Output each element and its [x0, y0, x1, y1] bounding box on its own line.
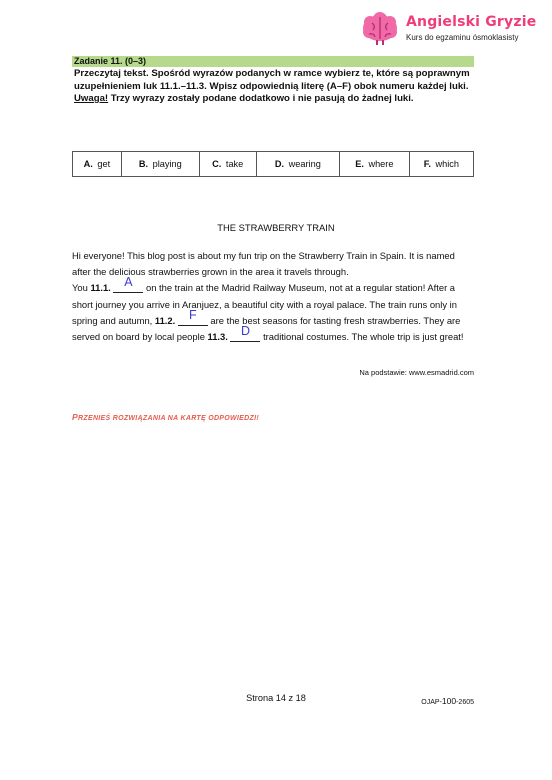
option-letter: E.	[355, 159, 364, 169]
option-letter: D.	[274, 159, 285, 169]
task-instruction	[74, 68, 474, 106]
task-header: Zadanie 11. (0–3)	[72, 56, 474, 67]
transfer-first-letter: P	[72, 412, 79, 422]
transfer-note	[72, 412, 259, 422]
source-note: Na podstawie: www.esmadrid.com	[359, 368, 474, 377]
warning-text: Trzy wyrazy zostały podane dodatkowo i nie pasują do żadnej luki.	[108, 93, 414, 104]
exam-code	[421, 696, 474, 706]
option-word: wearing	[288, 159, 321, 169]
warning-line	[74, 93, 474, 106]
option-d	[256, 152, 339, 177]
gap-label-11-3: 11.3.	[207, 331, 228, 343]
option-letter: C.	[212, 159, 222, 169]
story-fragment: You	[72, 282, 91, 294]
gap-label-11-2: 11.2.	[154, 314, 176, 326]
story-body	[72, 275, 476, 345]
story-fragment: traditional costumes. The whole trip is just great!	[260, 331, 464, 343]
gap-answer-11-3: D	[240, 324, 250, 339]
logo-subtitle: Kurs do egzaminu ósmoklasisty	[406, 33, 519, 42]
gap-label-11-1: 11.1.	[90, 282, 111, 294]
option-letter: A.	[83, 159, 93, 169]
code-part: 100	[441, 696, 457, 706]
brain-icon	[360, 12, 400, 46]
code-part: -2605	[456, 699, 474, 706]
story-text	[72, 248, 476, 345]
option-c	[199, 152, 256, 177]
gap-11-1[interactable]	[113, 275, 143, 293]
story-fragment: on the train at the Madrid Railway Museum, not at a regular station! After a short journey you arrive in Aranjuez, a beautiful city with a royal palace. The train runs only in spring and autumn,	[72, 282, 457, 326]
logo-title: Angielski Gryzie	[406, 14, 537, 30]
option-letter: F.	[423, 159, 431, 169]
option-a	[73, 152, 122, 177]
options-table	[72, 151, 474, 177]
story-intro: Hi everyone! This blog post is about my fun trip on the Strawberry Train in Spain. It is named after the delicious strawberries grown in the area it travels through.	[72, 250, 455, 278]
logo	[360, 12, 540, 46]
option-letter: B.	[138, 159, 149, 169]
option-e	[339, 152, 409, 177]
gap-answer-11-2: F	[189, 307, 197, 322]
transfer-rest: RZENIEŚ ROZWIĄZANIA NA KARTĘ ODPOWIEDZI!	[78, 415, 259, 422]
option-word: take	[225, 159, 244, 169]
code-part: OJAP-	[421, 699, 442, 706]
option-word: which	[435, 159, 459, 169]
option-word: playing	[152, 159, 182, 169]
option-word: get	[97, 159, 111, 169]
option-b	[121, 152, 199, 177]
warning-label: Uwaga!	[74, 93, 109, 104]
instruction-text: Przeczytaj tekst. Spośród wyrazów podanych w ramce wybierz te, które są poprawnym uzupełnieniem luk 11.1.–11.3. Wpisz odpowiednią literę (A–F) obok numeru każdej luki.	[74, 68, 470, 92]
story-title: THE STRAWBERRY TRAIN	[217, 222, 335, 233]
option-f	[409, 152, 473, 177]
gap-11-3[interactable]	[230, 324, 260, 342]
page-number: Strona 14 z 18	[246, 693, 306, 703]
gap-11-2[interactable]	[178, 307, 208, 326]
story-fragment: are the best seasons for tasting fresh strawberries. They are served on board by local people	[72, 314, 461, 343]
gap-answer-11-1: A	[124, 275, 133, 290]
option-word: where	[368, 159, 394, 169]
